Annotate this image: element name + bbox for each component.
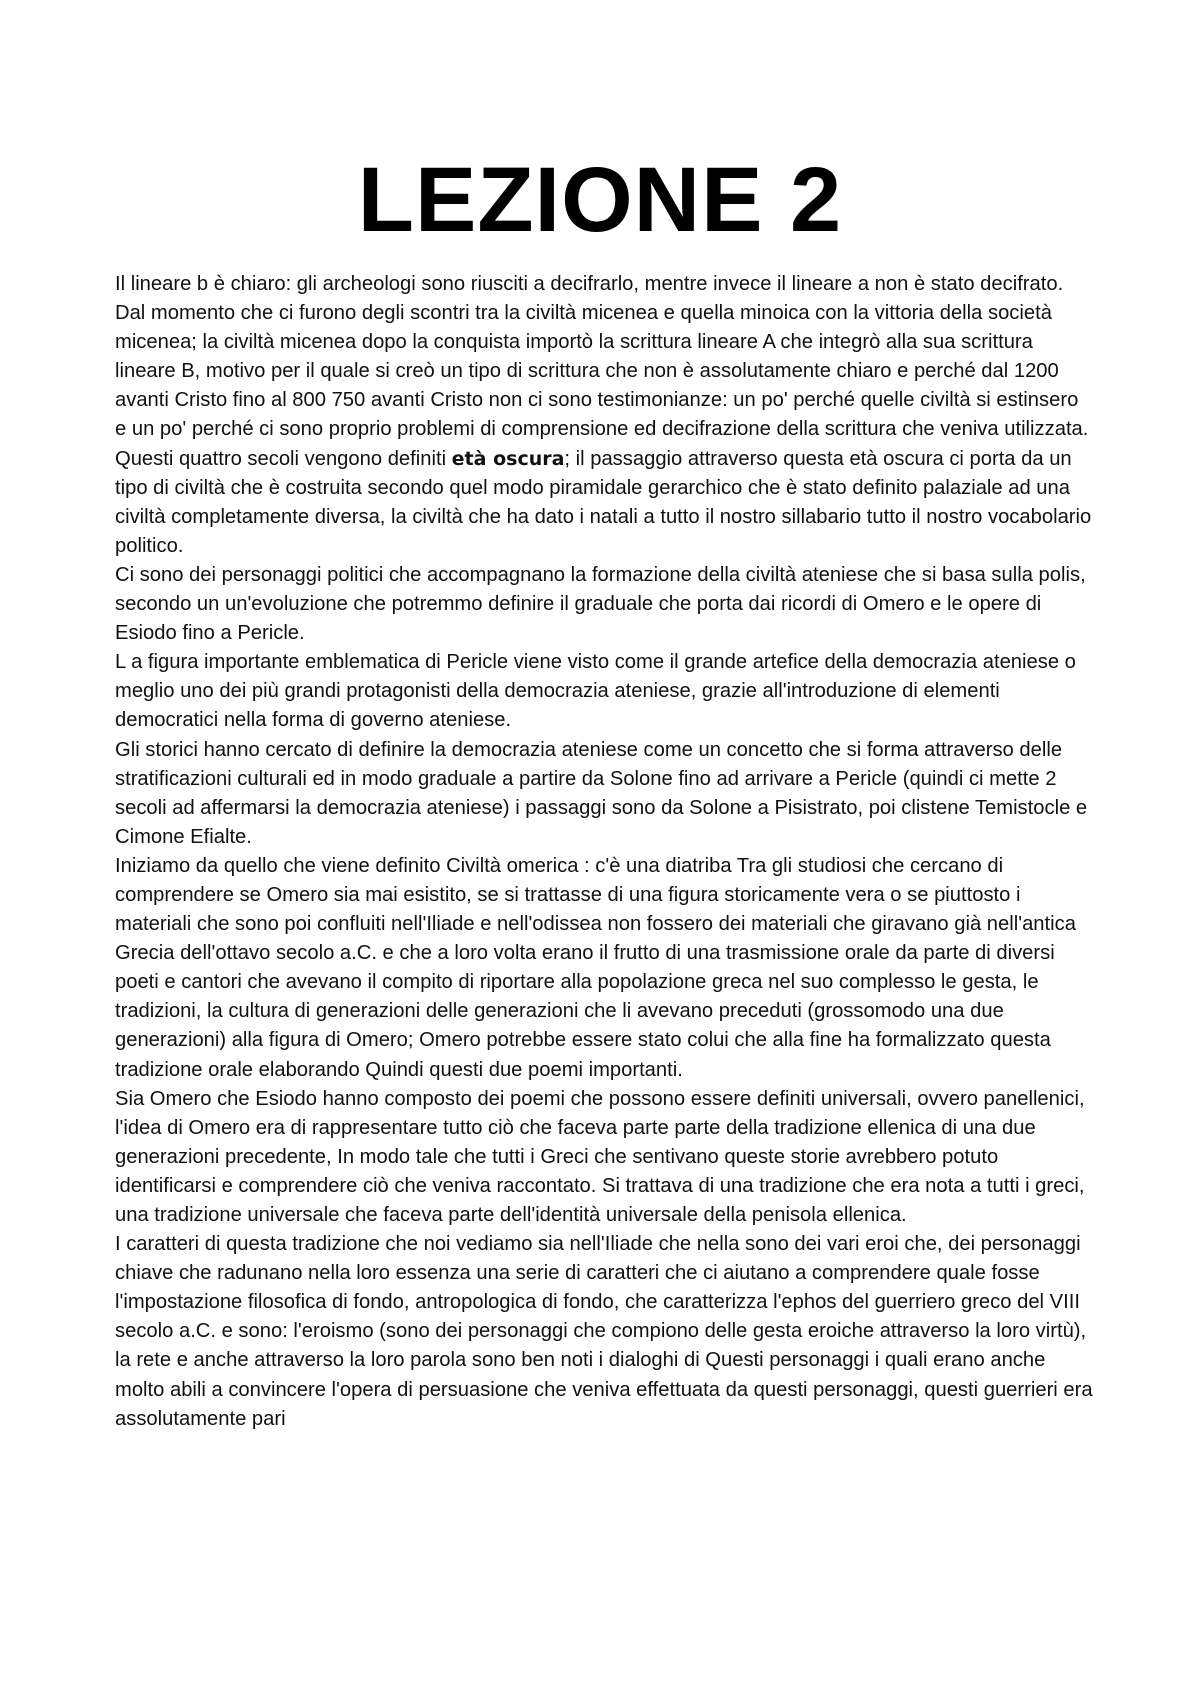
paragraph-2: Dal momento che ci furono degli scontri tra la civiltà micenea e quella minoica con la vittoria della società micenea; la civiltà micenea dopo la conquista importò la scrittura lineare A che integrò alla sua scrittura lineare B, motivo per il quale si creò un tipo di scrittura che non è assolutamente chiaro e perché dal 1200 avanti Cristo fino al 800 750 avanti Cristo non ci sono testimonianze: un po' perché quelle civiltà si estinsero e un po' perché ci sono proprio problemi di comprensione ed decifrazione della scrittura che veniva utilizzata. xyxy=(115,302,1089,441)
paragraph-8: Sia Omero che Esiodo hanno composto dei poemi che possono essere definiti universali, ovvero panellenici, l'idea di Omero era di rappresentare tutto ciò che faceva parte parte della tradizione ellenica di una due generazioni precedente, In modo tale che tutti i Greci che sentivano queste storie avrebbero potuto identificarsi e comprendere ciò che veniva raccontato. Si trattava di una tradizione che era nota a tutti i greci, una tradizione universale che faceva parte dell'identità universale della penisola ellenica. xyxy=(115,1087,1085,1226)
page-title: LEZIONE 2 xyxy=(357,149,843,251)
paragraph-4: Ci sono dei personaggi politici che accompagnano la formazione della civiltà ateniese che si basa sulla polis, secondo un un'evoluzione che potremmo definire il graduale che porta dai ricordi di Omero e le opere di Esiodo fino a Pericle. xyxy=(115,563,1086,645)
paragraph-3 xyxy=(115,445,1095,561)
paragraph-9: I caratteri di questa tradizione che noi vediamo sia nell'Iliade che nella sono dei vari eroi che, dei personaggi chiave che radunano nella loro essenza una serie di caratteri che ci aiutano a comprendere quale fosse l'impostazione filosofica di fondo, antropologica di fondo, che caratterizza l'ephos del guerriero greco del VIII secolo a.C. e sono: l'eroismo (sono dei personaggi che compiono delle gesta eroiche attraverso la loro virtù), la rete e anche attraverso la loro parola sono ben noti i dialoghi di Questi personaggi i quali erano anche molto abili a convincere l'opera di persuasione che veniva effettuata da questi personaggi, questi guerrieri era assolutamente pari xyxy=(115,1233,1093,1430)
paragraph-1: Il lineare b è chiaro: gli archeologi sono riusciti a decifrarlo, mentre invece il lineare a non è stato decifrato. xyxy=(115,273,1064,295)
paragraph-6: Gli storici hanno cercato di definire la democrazia ateniese come un concetto che si forma attraverso delle stratificazioni culturali ed in modo graduale a partire da Solone fino ad arrivare a Pericle (quindi ci mette 2 secoli ad affermarsi la democrazia ateniese) i passaggi sono da Solone a Pisistrato, poi clistene Temistocle e Cimone Efialte. xyxy=(115,738,1088,848)
document-body xyxy=(115,270,1095,1434)
paragraph-3-text-before: Questi quattro secoli vengono definiti xyxy=(115,447,452,470)
paragraph-5: L a figura importante emblematica di Pericle viene visto come il grande artefice della democrazia ateniese o meglio uno dei più grandi protagonisti della democrazia ateniese, grazie all'introduzione di elementi democratici nella forma di governo ateniese. xyxy=(115,651,1076,732)
paragraph-3-text-after: ; il passaggio attraverso questa età oscura ci porta da un tipo di civiltà che è costruita secondo quel modo piramidale gerarchico che è stato definito palaziale ad una civiltà completamente diversa, la civiltà che ha dato i natali a tutto il nostro sillabario tutto il nostro vocabolario politico. xyxy=(115,447,1092,557)
bold-term-eta-oscura: età oscura xyxy=(451,447,565,470)
paragraph-7: Iniziamo da quello che viene definito Civiltà omerica : c'è una diatriba Tra gli studiosi che cercano di comprendere se Omero sia mai esistito, se si trattasse di una figura storicamente vera o se piuttosto i materiali che sono poi confluiti nell'Iliade e nell'odissea non fossero dei materiali che giravano già nell'antica Grecia dell'ottavo secolo a.C. e che a loro volta erano il frutto di una trasmissione orale da parte di diversi poeti e cantori che avevano il compito di riportare alla popolazione greca nel suo complesso le gesta, le tradizioni, la cultura di generazioni delle generazioni che li avevano preceduti (grossomodo una due generazioni) alla figura di Omero; Omero potrebbe essere stato colui che alla fine ha formalizzato questa tradizione orale elaborando Quindi questi due poemi importanti. xyxy=(115,854,1076,1081)
